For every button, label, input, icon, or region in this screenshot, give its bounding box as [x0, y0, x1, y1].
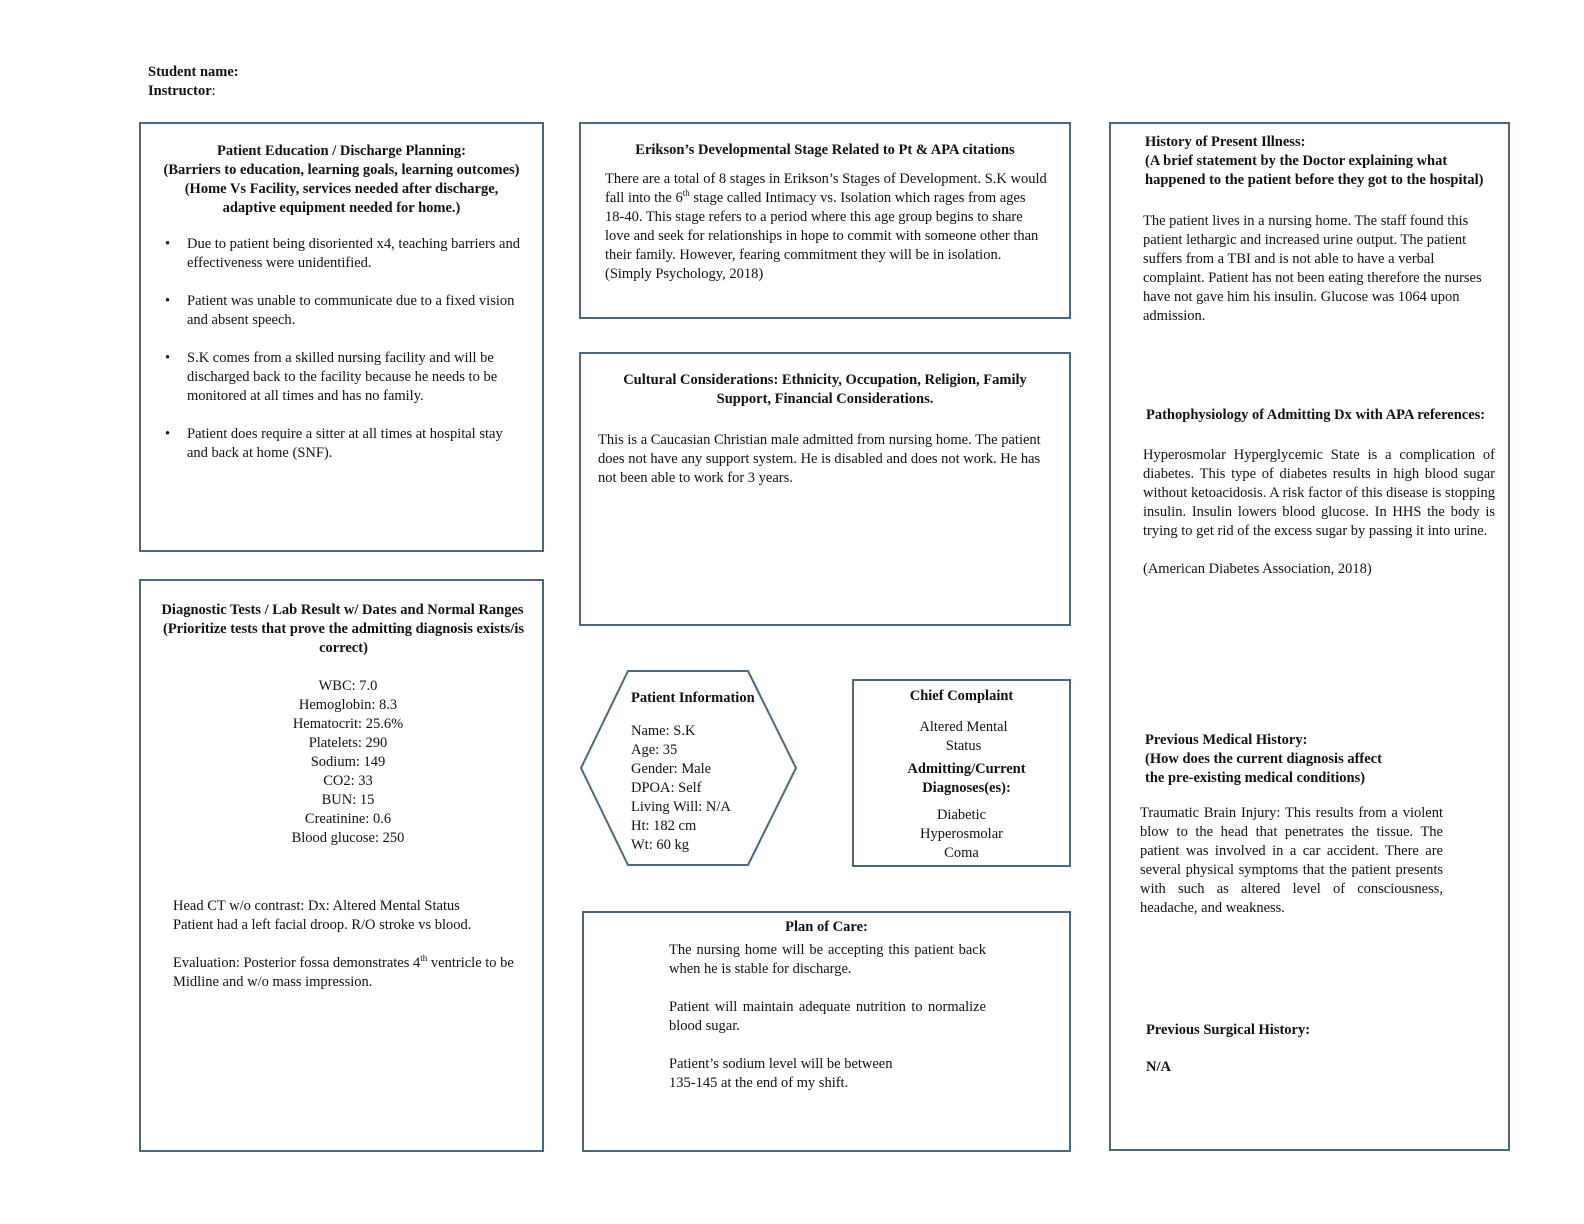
admitting-dx-title-2: Diagnoses(es):	[922, 780, 1011, 796]
lab-result: BUN: 15	[321, 792, 375, 808]
instructor-label-text: Instructor	[148, 83, 212, 99]
complaint-line-2: Status	[945, 738, 982, 754]
list-item: • Due to patient being disoriented x4, teaching barriers and effectiveness were unidentified.	[141, 235, 522, 273]
history-title: History of Present Illness:	[1145, 134, 1306, 150]
plan-of-care-box	[582, 911, 1071, 1152]
lab-result: Blood glucose: 250	[291, 830, 405, 846]
erikson-text-b: stage called Intimacy vs. Isolation which rages from ages 18-40. This stage refers to a period where this age group begins to share love and seek for relationships in hope to commit with someone other than their family. However, fearing commitment they will be in isolation. (Simply Psychology, 2018)	[605, 190, 1039, 282]
dx-line-3: Coma	[944, 845, 979, 861]
patient-info-line: Name: S.K	[631, 723, 696, 739]
instructor-colon: :	[211, 83, 216, 99]
pmh-subtitle-1: (How does the current diagnosis affect	[1145, 751, 1382, 767]
patho-text: Hyperosmolar Hyperglycemic State is a complication of diabetes. This type of diabetes results in high blood sugar without ketoacidosis. A risk factor of this disease is stopping insulin. Insulin lowers blood glucose. In HHS the body is trying to get rid of the excess sugar by passing it into urine.	[1143, 447, 1495, 539]
plan-of-care-title: Plan of Care:	[785, 919, 868, 935]
complaint-line-1: Altered Mental	[919, 719, 1008, 735]
patient-education-box	[139, 122, 544, 552]
lab-result: Creatinine: 0.6	[304, 811, 392, 827]
diagnostics-title: Diagnostic Tests / Lab Result w/ Dates and Normal Ranges	[161, 602, 524, 618]
admitting-dx-text	[854, 806, 1069, 863]
patient-education-subtitle: (Barriers to education, learning goals, learning outcomes) (Home Vs Facility, services needed after discharge, adaptive equipment needed for home.)	[163, 162, 520, 216]
diagnostics-box	[139, 579, 544, 1152]
history-subtitle: (A brief statement by the Doctor explaining what happened to the patient before they got to the hospital)	[1145, 153, 1484, 188]
patho-title: Pathophysiology of Admitting Dx with APA references:	[1146, 407, 1486, 423]
ct-line-2: Patient had a left facial droop. R/O stroke vs blood.	[173, 917, 472, 933]
pmh-title: Previous Medical History:	[1145, 732, 1308, 748]
lab-results-list	[141, 677, 555, 848]
cultural-title: Cultural Considerations: Ethnicity, Occupation, Religion, Family Support, Financial Considerations.	[623, 372, 1027, 407]
erikson-title: Erikson’s Developmental Stage Related to Pt & APA citations	[635, 142, 1015, 158]
patient-info-line: Gender: Male	[631, 761, 712, 777]
admitting-dx-title	[854, 760, 1079, 798]
psh-text: N/A	[1146, 1059, 1171, 1075]
patient-info-line: Age: 35	[631, 742, 678, 758]
history-text: The patient lives in a nursing home. The staff found this patient lethargic and increased urine output. The patient suffers from a TBI and is not able to have a verbal complaint. Patient has not been eating therefore the nurses have not gave him his insulin. Glucose was 1064 upon admission.	[1143, 213, 1482, 324]
erikson-sup: th	[682, 188, 690, 199]
pmh-text: Traumatic Brain Injury: This results from a violent blow to the head that penetrates the tissue. The patient was involved in a car accident. There are several physical symptoms that the patient presents with such as altered level of consciousness, headache, and weakness.	[1140, 805, 1443, 916]
pmh-subtitle-2: the pre-existing medical conditions)	[1145, 770, 1366, 786]
evaluation-line-1	[173, 954, 514, 973]
patient-info-list	[631, 722, 731, 855]
plan-item-3-line-1: Patient’s sodium level will be between	[669, 1056, 893, 1072]
ct-line-1: Head CT w/o contrast: Dx: Altered Mental Status	[173, 898, 460, 914]
patho-citation: (American Diabetes Association, 2018)	[1143, 561, 1372, 577]
erikson-text	[605, 170, 1047, 284]
patient-info-line: Living Will: N/A	[631, 799, 731, 815]
plan-item-3	[669, 1055, 986, 1093]
evaluation-sup: th	[420, 953, 428, 964]
list-item: • Patient was unable to communicate due to a fixed vision and absent speech.	[141, 292, 522, 330]
lab-result: CO2: 33	[323, 773, 373, 789]
instructor-label	[148, 82, 216, 101]
lab-result: Hematocrit: 25.6%	[292, 716, 404, 732]
dx-line-2: Hyperosmolar	[920, 826, 1003, 842]
plan-item-3-line-2: 135-145 at the end of my shift.	[669, 1075, 849, 1091]
evaluation-line-2: Midline and w/o mass impression.	[173, 974, 373, 990]
patient-info-line: DPOA: Self	[631, 780, 702, 796]
lab-result: WBC: 7.0	[318, 678, 378, 694]
student-name-label: Student name:	[148, 64, 239, 80]
plan-item-2: Patient will maintain adequate nutrition to normalize blood sugar.	[669, 999, 986, 1034]
dx-line-1: Diabetic	[936, 807, 987, 823]
cultural-text: This is a Caucasian Christian male admitted from nursing home. The patient does not have any support system. He is disabled and does not work. He has not been able to work for 3 years.	[598, 432, 1041, 486]
lab-result: Platelets: 290	[308, 735, 388, 751]
diagnostics-subtitle: (Prioritize tests that prove the admitting diagnosis exists/is correct)	[163, 621, 524, 656]
admitting-dx-title-1: Admitting/Current	[907, 761, 1026, 777]
right-column-box	[1109, 122, 1510, 1151]
evaluation-text-a: Evaluation: Posterior fossa demonstrates 4	[173, 955, 421, 971]
plan-item-1: The nursing home will be accepting this patient back when he is stable for discharge.	[669, 942, 986, 977]
list-item: • Patient does require a sitter at all times at hospital stay and back at home (SNF).	[141, 425, 522, 463]
lab-result: Hemoglobin: 8.3	[298, 697, 398, 713]
chief-complaint-text	[854, 718, 1073, 756]
chief-complaint-box	[852, 679, 1071, 867]
patient-education-list	[141, 235, 542, 463]
patient-info-line: Ht: 182 cm	[631, 818, 697, 834]
erikson-text-a: There are a total of 8 stages in Erikson’s Stages of Development. S.K would fall into the 6	[605, 171, 1047, 206]
psh-title: Previous Surgical History:	[1146, 1022, 1311, 1038]
erikson-box	[579, 122, 1071, 319]
patient-info-title: Patient Information	[631, 690, 755, 706]
patient-education-title: Patient Education / Discharge Planning:	[217, 143, 466, 159]
list-item: • S.K comes from a skilled nursing facility and will be discharged back to the facility because he needs to be monitored at all times and has no family.	[141, 349, 522, 406]
chief-complaint-title: Chief Complaint	[909, 688, 1014, 704]
lab-result: Sodium: 149	[310, 754, 386, 770]
patient-info-line: Wt: 60 kg	[631, 837, 689, 853]
cultural-box	[579, 352, 1071, 626]
evaluation-text-b: ventricle to be	[427, 955, 514, 971]
